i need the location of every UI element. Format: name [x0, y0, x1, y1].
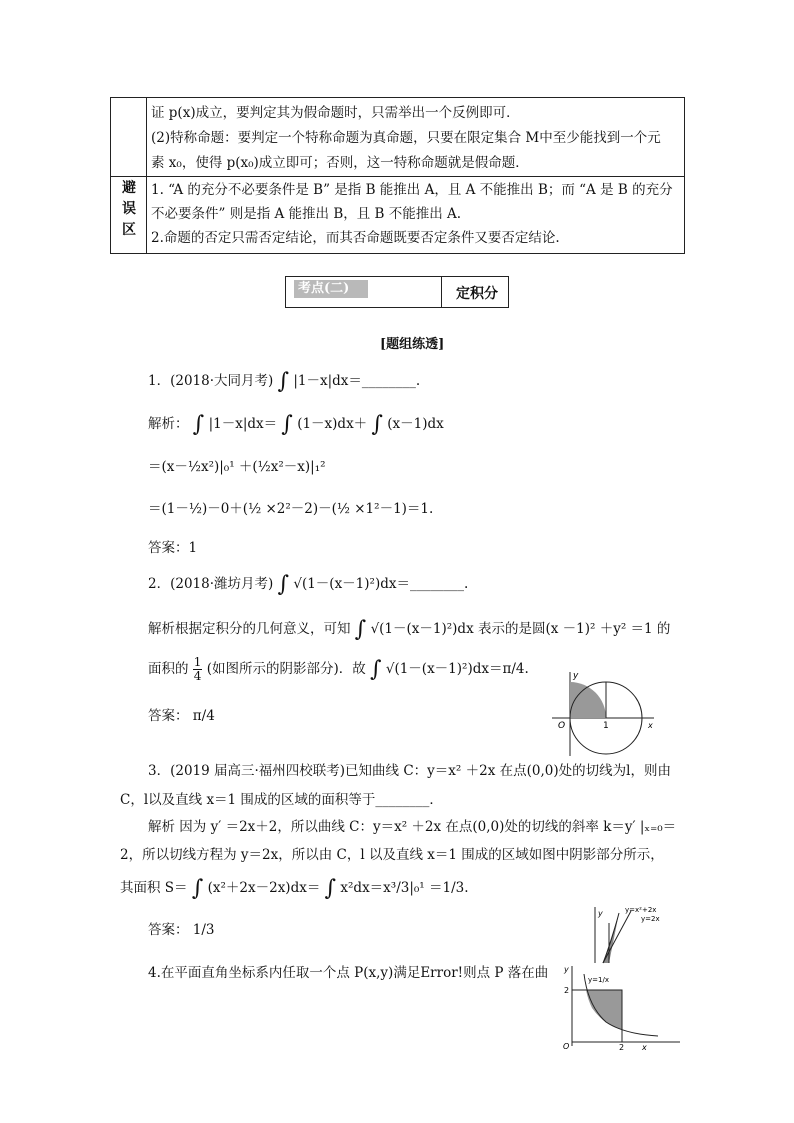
q3-solution-line3 — [120, 873, 469, 901]
q2-solution-line1 — [148, 614, 671, 642]
q3-sol3-c: x²dx＝x³/3|₀¹ ＝1/3. — [340, 880, 469, 896]
q1-solution-line1 — [148, 409, 444, 437]
table-row1-line1: 证 p(x)成立，要判定其为假命题时，只需举出一个反例即可． — [151, 105, 520, 121]
table-row2-line1: 1. “A 的充分不必要条件是 B” 是指 B 能推出 A，且 A 不能推出 B；而 “A 是 B 的充分 — [151, 182, 673, 198]
table-row1-line2: (2)特称命题：要判定一个特称命题为真命题，只要在限定集合 M中至少能找到一个元 — [151, 130, 661, 146]
fig-label-one: 1 — [603, 721, 609, 731]
q2-sol2-c: √(1－(x－1)²)dx＝π/4. — [385, 661, 529, 677]
q1-sol-b: (1－x)dx＋ — [297, 416, 368, 432]
q4-line1: 4.在平面直角坐标系内任取一个点 P(x,y)满足Error!则点 P 落在曲 — [148, 965, 549, 981]
fig-label-curve: y=1/x — [588, 976, 609, 984]
integral-sign-icon: ∫ — [281, 412, 293, 437]
table-row2-line3: 2.命题的否定只需否定结论，而其否命题既要否定条件又要否定结论. — [151, 230, 560, 246]
fig-label-x: x — [648, 721, 653, 730]
shaded-region — [586, 990, 622, 1030]
q3-line1: 3．(2019 届高三·福州四校联考)已知曲线 C：y＝x² ＋2x 在点(0,0)处的切线为l，则由 — [148, 763, 671, 779]
top-table — [110, 97, 685, 254]
q3-answer — [148, 918, 215, 938]
integral-sign-icon: ∫ — [277, 369, 290, 394]
q3-answer-value: 1/3 — [192, 922, 215, 938]
section-header — [285, 276, 509, 308]
q1-solution-line2: ＝(x－½x²)|₀¹ ＋(½x²－x)|₁² — [148, 459, 326, 475]
fig-label-tangent: y=2x — [641, 915, 660, 923]
tangent-figure — [585, 903, 675, 965]
q2-sol1-a: 解析根据定积分的几何意义，可知 — [148, 621, 351, 637]
q2-prefix: 2．(2018·潍坊月考) — [148, 576, 274, 592]
fig-label-o: O — [558, 721, 566, 731]
q2-answer-label: 答案： — [148, 708, 189, 724]
q1-sol-c: (x－1)dx — [387, 416, 444, 432]
hyperbola-figure — [558, 960, 684, 1050]
table-row2-label: 避误区 — [122, 180, 136, 238]
fig-label-parabola: y=x²+2x — [625, 906, 657, 914]
q1-prefix: 1．(2018·大同月考) — [148, 373, 274, 389]
fig-label-o: O — [563, 1042, 570, 1050]
q3-sol3-a: 其面积 S＝ — [120, 880, 188, 896]
integral-sign-icon: ∫ — [192, 412, 205, 437]
integral-sign-icon: ∫ — [191, 876, 204, 901]
fig-label-two-y: 2 — [564, 986, 570, 995]
integral-sign-icon: ∫ — [354, 617, 367, 642]
section-subtitle: [题组练透] — [380, 337, 445, 352]
q1-sol-label: 解析： — [148, 416, 189, 432]
fig-label-two-x: 2 — [619, 1043, 625, 1050]
q2-answer — [148, 704, 215, 724]
integral-sign-icon: ∫ — [370, 657, 382, 682]
q2-answer-value: π/4 — [192, 708, 215, 724]
circle-figure — [550, 668, 660, 758]
q2-solution-line2 — [148, 654, 529, 683]
fig-label-y: y — [598, 909, 603, 918]
section-title: 定积分 — [456, 286, 498, 302]
q1-answer: 答案：1 — [148, 540, 198, 556]
q3-sol3-b: (x²＋2x－2x)dx＝ — [207, 880, 321, 896]
q3-solution-line2: 2，所以切线方程为 y＝2x，所以由 C，l 以及直线 x＝1 围成的区域如图中阴影部分所示， — [120, 847, 664, 863]
q3-answer-label: 答案： — [148, 922, 189, 938]
integral-sign-icon: ∫ — [277, 572, 290, 597]
fig-label-y: y — [573, 671, 579, 681]
q3-line2: C，l以及直线 x＝1 围成的区域的面积等于________． — [120, 792, 443, 808]
table-row-divider — [111, 176, 684, 177]
q3-solution-line1: 解析 因为 y′ ＝2x＋2，所以曲线 C：y＝x² ＋2x 在点(0,0)处的切线的斜率 k＝y′ |ₓ₌₀＝ — [148, 819, 677, 835]
q1-expr: |1－x|dx＝________. — [293, 373, 421, 389]
q2-sol2-a: 面积的 — [148, 661, 189, 677]
integral-sign-icon: ∫ — [371, 412, 383, 437]
section-divider — [441, 277, 442, 307]
q2-sol1-b: √(1－(x－1)²)dx 表示的是圆(x －1)² ＋y² ＝1 的 — [370, 621, 671, 637]
q2-expr: √(1－(x－1)²)dx＝________. — [293, 576, 469, 592]
q1-question — [148, 366, 421, 394]
q2-question — [148, 569, 469, 597]
fig-label-y: y — [564, 965, 569, 974]
q2-sol2-b: (如图所示的阴影部分)．故 — [206, 661, 366, 677]
table-row1-line3: 素 x₀，使得 p(x₀)成立即可；否则，这一特称命题就是假命题． — [151, 155, 529, 171]
q1-sol-a: |1－x|dx＝ — [208, 416, 278, 432]
q1-solution-line3: ＝(1－½)－0＋(½ ×2²－2)－(½ ×1²－1)＝1. — [148, 501, 434, 517]
section-tag: 考点(二) — [294, 280, 368, 298]
fraction-one-quarter: $\frac{1}{4}$ — [193, 655, 202, 683]
table-row2-line2: 不必要条件” 则是指 A 能推出 B，且 B 不能推出 A. — [151, 206, 462, 222]
integral-sign-icon: ∫ — [324, 876, 337, 901]
fig-label-x: x — [642, 1043, 647, 1050]
